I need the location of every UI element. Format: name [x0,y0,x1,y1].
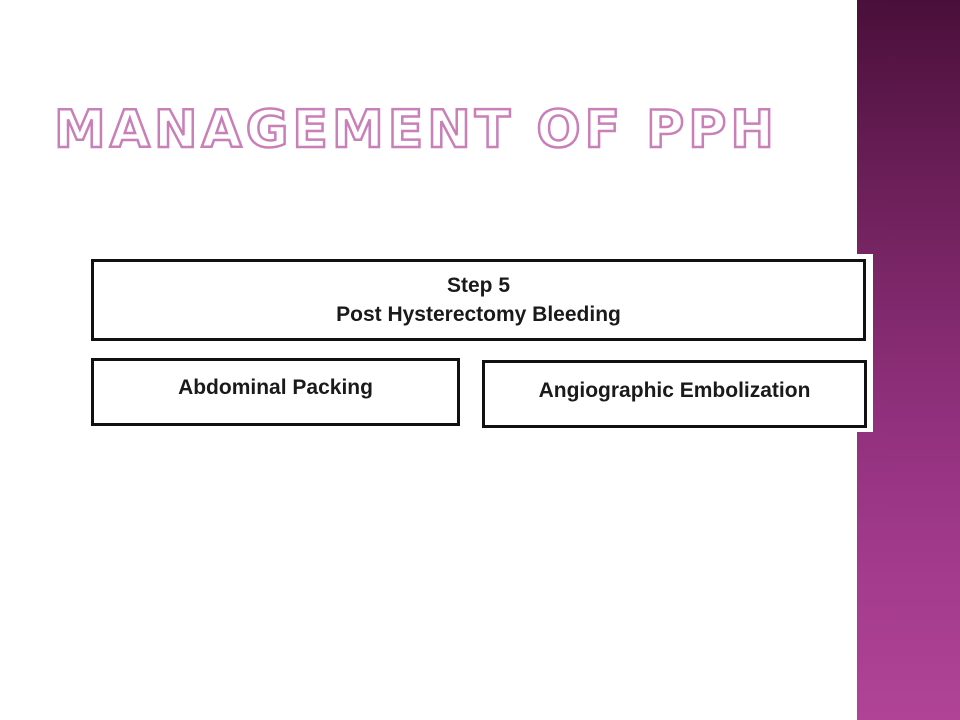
option-box-abdominal-packing [91,358,460,426]
step-label: Step 5 [446,274,511,297]
flow-diagram [88,254,873,432]
slide-title-text: MANAGEMENT OF PPH [54,100,778,160]
step-description: Post Hysterectomy Bleeding [336,303,621,326]
slide-title [52,95,832,165]
option-box-angiographic-embolization [482,360,867,428]
step-box [91,259,866,341]
option-label-left: Abdominal Packing [178,375,373,399]
option-label-right: Angiographic Embolization [538,378,811,402]
